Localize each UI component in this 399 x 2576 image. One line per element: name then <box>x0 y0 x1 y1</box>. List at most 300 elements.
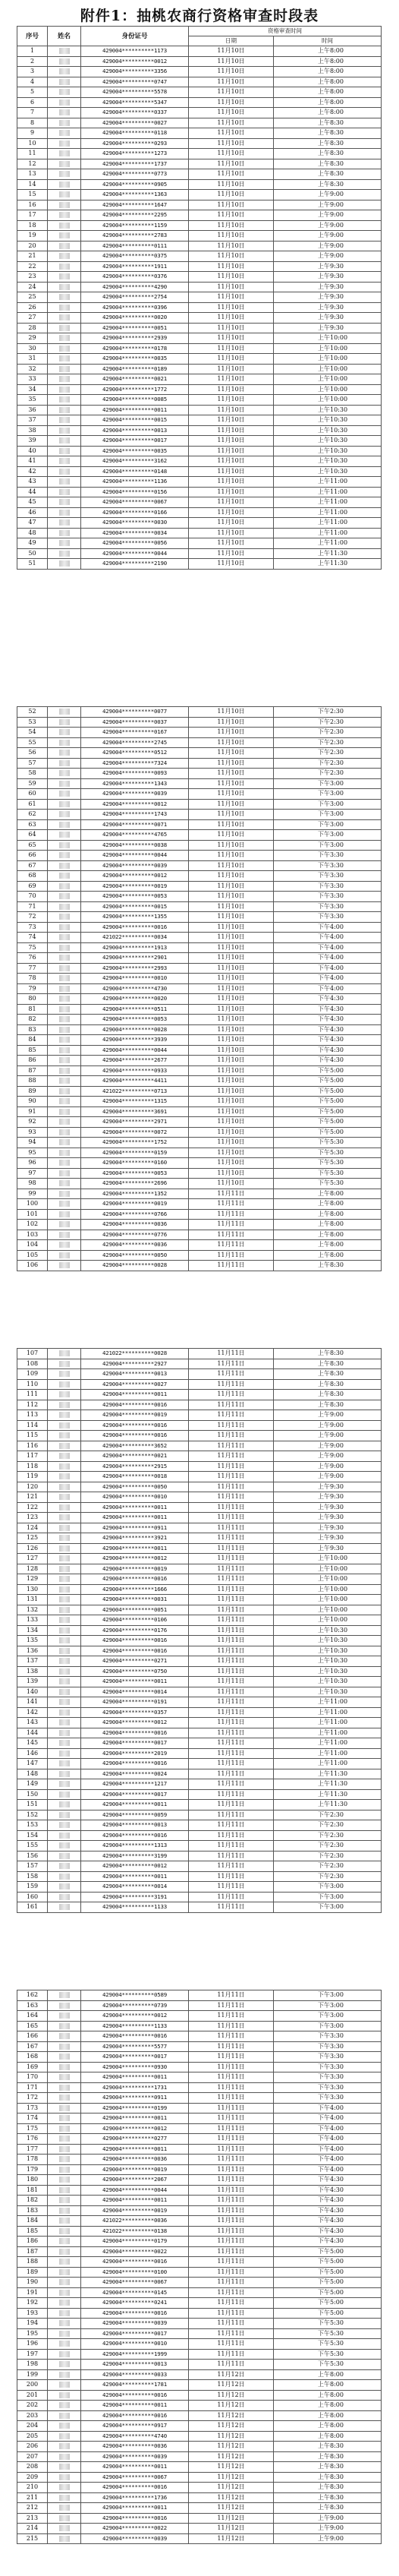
row-id: 429004**********0011 <box>81 1502 189 1513</box>
row-time: 下午2:30 <box>274 1820 382 1831</box>
row-name-redacted <box>48 354 81 365</box>
row-time: 上午8:00 <box>274 2401 382 2411</box>
table-row <box>17 446 382 456</box>
table-row <box>17 974 382 984</box>
row-name-redacted <box>48 2237 81 2247</box>
row-no: 213 <box>17 2513 48 2524</box>
row-id: 429004**********2677 <box>81 1056 189 1066</box>
table-row <box>17 1148 382 1158</box>
row-id: 429004**********0011 <box>81 1677 189 1687</box>
row-no: 19 <box>17 231 48 242</box>
row-id: 429004**********0019 <box>81 881 189 892</box>
row-id: 429004**********0012 <box>81 871 189 882</box>
row-no: 162 <box>17 1990 48 2001</box>
row-name-redacted <box>48 77 81 87</box>
row-time: 下午4:00 <box>274 953 382 964</box>
row-name-redacted <box>48 477 81 488</box>
row-date: 11月10日 <box>189 963 274 974</box>
row-no: 146 <box>17 1748 48 1759</box>
row-name-redacted <box>48 251 81 262</box>
row-no: 170 <box>17 2072 48 2083</box>
row-name-redacted <box>48 942 81 953</box>
redaction-blur <box>59 1242 70 1248</box>
row-name-redacted <box>48 819 81 830</box>
row-no: 91 <box>17 1106 48 1117</box>
row-no: 175 <box>17 2123 48 2134</box>
row-time: 下午5:00 <box>274 1117 382 1128</box>
row-no: 119 <box>17 1472 48 1482</box>
row-date: 11月11日 <box>189 1240 274 1251</box>
row-name-redacted <box>48 1851 81 1861</box>
row-name-redacted <box>48 1738 81 1749</box>
row-name-redacted <box>48 769 81 779</box>
redaction-blur <box>59 1391 70 1397</box>
table-row <box>17 1015 382 1025</box>
row-time: 上午8:00 <box>274 67 382 77</box>
redaction-blur <box>59 232 70 238</box>
table-row <box>17 1502 382 1513</box>
row-date: 11月11日 <box>189 2349 274 2360</box>
row-name-redacted <box>48 1718 81 1728</box>
table-row <box>17 2308 382 2319</box>
redaction-blur <box>59 2300 70 2306</box>
row-id: 429004**********0067 <box>81 2472 189 2483</box>
row-id: 429004**********0375 <box>81 251 189 262</box>
redaction-blur <box>59 811 70 817</box>
row-name-redacted <box>48 1117 81 1128</box>
row-id: 429004**********1772 <box>81 384 189 395</box>
row-no: 152 <box>17 1810 48 1820</box>
redaction-blur <box>59 2218 70 2224</box>
table-header <box>17 27 382 46</box>
row-no: 113 <box>17 1410 48 1421</box>
redaction-blur <box>59 469 70 475</box>
row-time: 下午4:00 <box>274 2103 382 2114</box>
row-no: 53 <box>17 717 48 728</box>
table-row <box>17 313 382 324</box>
row-id: 429004**********0019 <box>81 2205 189 2216</box>
row-id: 429004**********0085 <box>81 395 189 406</box>
table-row <box>17 2472 382 2483</box>
table-row <box>17 1810 382 1820</box>
table-row <box>17 179 382 190</box>
row-date: 11月11日 <box>189 1523 274 1533</box>
row-no: 209 <box>17 2472 48 2483</box>
redaction-blur <box>59 1719 70 1725</box>
row-time: 上午8:30 <box>274 118 382 128</box>
row-id: 429004**********0019 <box>81 1199 189 1210</box>
row-time: 上午9:00 <box>274 1441 382 1451</box>
row-date: 11月10日 <box>189 518 274 529</box>
row-no: 166 <box>17 2031 48 2042</box>
row-name-redacted <box>48 1990 81 2001</box>
row-no: 198 <box>17 2360 48 2370</box>
row-time: 上午11:00 <box>274 1718 382 1728</box>
row-id: 429004**********2745 <box>81 737 189 748</box>
row-date: 11月11日 <box>189 2216 274 2227</box>
row-time: 上午8:00 <box>274 2431 382 2442</box>
row-time: 上午11:30 <box>274 1779 382 1790</box>
row-time: 下午5:00 <box>274 2267 382 2278</box>
table-row <box>17 1697 382 1708</box>
row-no: 33 <box>17 374 48 385</box>
row-no: 179 <box>17 2164 48 2175</box>
table-row <box>17 1369 382 1380</box>
row-id: 429004**********0027 <box>81 1379 189 1390</box>
row-date: 11月11日 <box>189 1605 274 1615</box>
row-date: 11月11日 <box>189 1697 274 1708</box>
row-time: 上午10:00 <box>274 374 382 385</box>
table-row <box>17 830 382 841</box>
row-no: 167 <box>17 2041 48 2052</box>
row-time: 下午5:00 <box>274 1097 382 1107</box>
table-row <box>17 405 382 415</box>
row-date: 11月10日 <box>189 118 274 128</box>
row-no: 27 <box>17 313 48 324</box>
row-name-redacted <box>48 425 81 436</box>
table-row <box>17 1472 382 1482</box>
table-row <box>17 2410 382 2421</box>
row-id: 429004**********0010 <box>81 974 189 984</box>
table-row <box>17 2267 382 2278</box>
row-name-redacted <box>48 2431 81 2442</box>
row-date: 11月10日 <box>189 200 274 210</box>
row-name-redacted <box>48 974 81 984</box>
row-id: 429004**********0012 <box>81 799 189 810</box>
row-id: 429004**********0011 <box>81 2196 189 2206</box>
redaction-blur <box>59 1678 70 1684</box>
row-id: 429004**********0053 <box>81 892 189 902</box>
row-time: 下午4:00 <box>274 2134 382 2145</box>
row-id: 429004**********2927 <box>81 1359 189 1369</box>
row-time: 上午9:00 <box>274 1472 382 1482</box>
redaction-blur <box>59 832 70 838</box>
row-date: 11月11日 <box>189 2103 274 2114</box>
row-name-redacted <box>48 548 81 559</box>
row-no: 85 <box>17 1045 48 1056</box>
row-no: 67 <box>17 860 48 871</box>
row-name-redacted <box>48 1902 81 1913</box>
row-no: 127 <box>17 1554 48 1564</box>
row-date: 11月11日 <box>189 1533 274 1544</box>
row-name-redacted <box>48 497 81 508</box>
row-name-redacted <box>48 323 81 333</box>
redaction-blur <box>59 1566 70 1572</box>
redaction-blur <box>59 893 70 899</box>
table-row <box>17 2134 382 2145</box>
table-row <box>17 1230 382 1240</box>
row-time: 上午11:00 <box>274 518 382 529</box>
row-date: 11月10日 <box>189 559 274 570</box>
row-no: 37 <box>17 415 48 426</box>
table-row <box>17 159 382 169</box>
redaction-blur <box>59 2505 70 2511</box>
row-no: 143 <box>17 1718 48 1728</box>
row-name-redacted <box>48 799 81 810</box>
row-name-redacted <box>48 210 81 221</box>
row-time: 上午8:00 <box>274 1209 382 1220</box>
redaction-blur <box>59 191 70 197</box>
table-row <box>17 1482 382 1492</box>
row-id: 429004**********0911 <box>81 1523 189 1533</box>
row-date: 11月11日 <box>189 1687 274 1697</box>
table-row <box>17 1056 382 1066</box>
row-no: 124 <box>17 1523 48 1533</box>
row-time: 下午3:00 <box>274 840 382 851</box>
row-name-redacted <box>48 2205 81 2216</box>
redaction-blur <box>59 1525 70 1531</box>
redaction-blur <box>59 294 70 300</box>
row-date: 11月11日 <box>189 1250 274 1261</box>
table-row <box>17 2216 382 2227</box>
table-row <box>17 1420 382 1431</box>
row-time: 上午9:30 <box>274 1533 382 1544</box>
redaction-blur <box>59 1812 70 1818</box>
row-time: 下午5:00 <box>274 1127 382 1138</box>
row-date: 11月10日 <box>189 507 274 518</box>
redaction-blur <box>59 1792 70 1798</box>
row-name-redacted <box>48 1543 81 1554</box>
row-id: 429004**********0017 <box>81 436 189 447</box>
row-id: 429004**********0036 <box>81 1240 189 1251</box>
row-name-redacted <box>48 179 81 190</box>
redaction-blur <box>59 1586 70 1593</box>
row-date: 11月10日 <box>189 128 274 139</box>
row-no: 125 <box>17 1533 48 1544</box>
row-id: 429004**********0031 <box>81 1595 189 1605</box>
row-date: 11月11日 <box>189 1636 274 1646</box>
row-no: 24 <box>17 282 48 292</box>
row-no: 171 <box>17 2082 48 2093</box>
row-id: 429004**********0016 <box>81 2513 189 2524</box>
redaction-blur <box>59 986 70 992</box>
row-time: 下午3:30 <box>274 901 382 912</box>
row-name-redacted <box>48 1209 81 1220</box>
row-id: 429004**********0072 <box>81 1127 189 1138</box>
row-no: 147 <box>17 1759 48 1769</box>
row-date: 11月11日 <box>189 2175 274 2186</box>
row-no: 126 <box>17 1543 48 1554</box>
row-name-redacted <box>48 97 81 108</box>
row-name-redacted <box>48 1697 81 1708</box>
row-date: 11月10日 <box>189 1004 274 1015</box>
row-time: 下午2:30 <box>274 769 382 779</box>
row-id: 429004**********0159 <box>81 1148 189 1158</box>
row-date: 11月11日 <box>189 1892 274 1902</box>
row-name-redacted <box>48 983 81 994</box>
row-date: 11月10日 <box>189 384 274 395</box>
row-name-redacted <box>48 1656 81 1667</box>
row-name-redacted <box>48 778 81 789</box>
redaction-blur <box>59 366 70 372</box>
row-id: 429004**********0028 <box>81 1261 189 1271</box>
row-time: 上午9:30 <box>274 261 382 272</box>
row-name-redacted <box>48 1492 81 1503</box>
row-time: 下午3:00 <box>274 2011 382 2022</box>
row-name-redacted <box>48 1056 81 1066</box>
row-name-redacted <box>48 2308 81 2319</box>
row-name-redacted <box>48 1769 81 1779</box>
row-name-redacted <box>48 456 81 467</box>
row-id: 429004**********0011 <box>81 2462 189 2473</box>
row-id: 429004**********0019 <box>81 1410 189 1421</box>
row-no: 120 <box>17 1482 48 1492</box>
row-time: 上午11:30 <box>274 1800 382 1810</box>
row-time: 上午9:00 <box>274 200 382 210</box>
redaction-blur <box>59 1484 70 1490</box>
row-name-redacted <box>48 1759 81 1769</box>
table-row <box>17 2287 382 2298</box>
row-no: 110 <box>17 1379 48 1390</box>
row-id: 421022**********0028 <box>81 1349 189 1359</box>
redaction-blur <box>59 2238 70 2244</box>
row-time: 下午4:30 <box>274 1015 382 1025</box>
row-date: 11月10日 <box>189 446 274 456</box>
row-no: 63 <box>17 819 48 830</box>
redaction-blur <box>59 1350 70 1356</box>
row-id: 429004**********1313 <box>81 1841 189 1852</box>
row-time: 下午3:00 <box>274 1902 382 1913</box>
redaction-blur <box>59 873 70 879</box>
row-time: 下午3:00 <box>274 1882 382 1893</box>
row-date: 11月10日 <box>189 901 274 912</box>
table-row <box>17 1024 382 1035</box>
row-time: 上午11:00 <box>274 1748 382 1759</box>
row-id: 429004**********0012 <box>81 2123 189 2134</box>
row-time: 下午4:30 <box>274 1024 382 1035</box>
row-id: 429004**********0013 <box>81 2360 189 2370</box>
redaction-blur <box>59 1037 70 1043</box>
table-row <box>17 1106 382 1117</box>
row-date: 11月11日 <box>189 1390 274 1400</box>
redaction-blur <box>59 2392 70 2398</box>
row-time: 上午8:00 <box>274 2390 382 2401</box>
row-time: 上午8:00 <box>274 2369 382 2380</box>
row-name-redacted <box>48 912 81 923</box>
redaction-blur <box>59 852 70 858</box>
row-date: 11月10日 <box>189 769 274 779</box>
row-id: 429004**********0027 <box>81 118 189 128</box>
redaction-blur <box>59 2259 70 2265</box>
header-name: 姓名 <box>48 27 81 46</box>
row-no: 172 <box>17 2093 48 2104</box>
row-id: 429004**********0016 <box>81 1759 189 1769</box>
row-date: 11月10日 <box>189 778 274 789</box>
row-id: 429004**********0511 <box>81 1004 189 1015</box>
row-id: 429004**********0039 <box>81 2451 189 2462</box>
row-time: 上午8:30 <box>274 1359 382 1369</box>
row-time: 上午10:30 <box>274 1636 382 1646</box>
redaction-blur <box>59 130 70 136</box>
table-row <box>17 415 382 426</box>
row-no: 43 <box>17 477 48 488</box>
row-time: 上午8:00 <box>274 2410 382 2421</box>
row-id: 429004**********1273 <box>81 149 189 159</box>
table-row <box>17 922 382 933</box>
table-row <box>17 1595 382 1605</box>
row-id: 429004**********1913 <box>81 942 189 953</box>
table-row <box>17 231 382 242</box>
row-name-redacted <box>48 559 81 570</box>
row-name-redacted <box>48 860 81 871</box>
row-id: 429004**********0773 <box>81 169 189 180</box>
table-row <box>17 1677 382 1687</box>
row-date: 11月11日 <box>189 2134 274 2145</box>
row-no: 8 <box>17 118 48 128</box>
row-no: 174 <box>17 2114 48 2124</box>
row-id: 429004**********0019 <box>81 2164 189 2175</box>
table-row <box>17 2492 382 2503</box>
redaction-blur <box>59 140 70 147</box>
table-row <box>17 1646 382 1656</box>
row-name-redacted <box>48 313 81 324</box>
table-row <box>17 1543 382 1554</box>
row-date: 11月11日 <box>189 1564 274 1574</box>
row-time: 上午8:00 <box>274 1199 382 1210</box>
row-id: 429004**********1217 <box>81 1779 189 1790</box>
row-date: 11月10日 <box>189 456 274 467</box>
row-time: 上午8:30 <box>274 179 382 190</box>
table-row <box>17 302 382 313</box>
table-row <box>17 1400 382 1410</box>
row-date: 11月11日 <box>189 2267 274 2278</box>
row-id: 429004**********0034 <box>81 528 189 538</box>
row-date: 11月11日 <box>189 1220 274 1230</box>
row-time: 下午4:00 <box>274 974 382 984</box>
row-no: 121 <box>17 1492 48 1503</box>
row-date: 11月11日 <box>189 2052 274 2063</box>
row-time: 上午9:30 <box>274 1513 382 1523</box>
row-time: 上午10:30 <box>274 1656 382 1667</box>
row-date: 11月11日 <box>189 2278 274 2288</box>
row-date: 11月10日 <box>189 97 274 108</box>
table-row <box>17 1158 382 1169</box>
row-date: 11月12日 <box>189 2431 274 2442</box>
table-row <box>17 1086 382 1097</box>
row-no: 97 <box>17 1168 48 1179</box>
redaction-blur <box>59 1463 70 1470</box>
table-row <box>17 810 382 820</box>
table-row <box>17 2021 382 2031</box>
redaction-blur <box>59 1078 70 1084</box>
row-date: 11月10日 <box>189 810 274 820</box>
row-no: 5 <box>17 87 48 98</box>
row-time: 下午4:00 <box>274 933 382 943</box>
row-no: 87 <box>17 1065 48 1076</box>
row-id: 429004**********0917 <box>81 2421 189 2432</box>
row-no: 106 <box>17 1261 48 1271</box>
row-date: 11月10日 <box>189 108 274 118</box>
row-date: 11月10日 <box>189 333 274 344</box>
row-no: 7 <box>17 108 48 118</box>
table-row <box>17 1492 382 1503</box>
row-no: 42 <box>17 466 48 477</box>
row-name-redacted <box>48 1800 81 1810</box>
redaction-blur <box>59 1709 70 1716</box>
row-name-redacted <box>48 1086 81 1097</box>
row-id: 429004**********2696 <box>81 1179 189 1189</box>
row-id: 429004**********2993 <box>81 963 189 974</box>
row-id: 429004**********0016 <box>81 1636 189 1646</box>
row-no: 34 <box>17 384 48 395</box>
row-id: 429004**********0271 <box>81 1656 189 1667</box>
redaction-blur <box>59 2290 70 2296</box>
redaction-blur <box>59 2310 70 2316</box>
row-no: 128 <box>17 1564 48 1574</box>
row-no: 123 <box>17 1513 48 1523</box>
table-row <box>17 1065 382 1076</box>
row-time: 下午4:30 <box>274 2196 382 2206</box>
